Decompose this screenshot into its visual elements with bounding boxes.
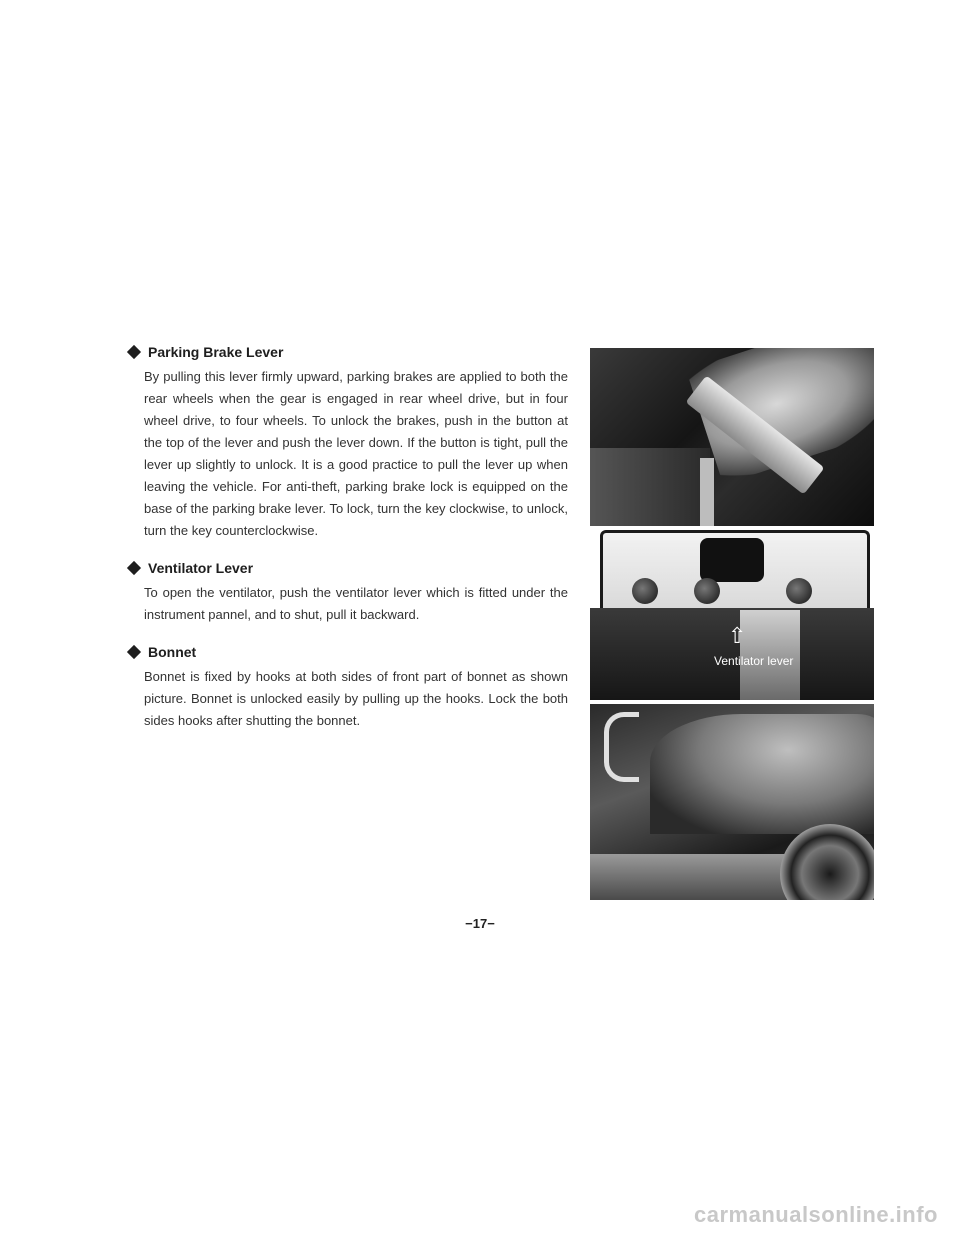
section-body: Bonnet is fixed by hooks at both sides of front part of bonnet as shown picture. Bonnet is unlocked easily by pulling up the hooks. Lock the both sides hooks after shutting the bonnet. xyxy=(144,669,568,728)
text-column xyxy=(128,344,568,750)
diamond-bullet-icon xyxy=(127,645,141,659)
section-heading xyxy=(128,560,568,576)
section-heading xyxy=(128,344,568,360)
section-parking-brake xyxy=(128,344,568,542)
section-body: To open the ventilator, push the ventilator lever which is fitted under the instrument pannel, and to shut, pull it backward. xyxy=(144,585,568,622)
ventilator-caption: Ventilator lever xyxy=(714,654,794,668)
parking-brake-photo xyxy=(590,348,874,526)
heading-text: Parking Brake Lever xyxy=(148,344,284,360)
bonnet-photo xyxy=(590,704,874,900)
ventilator-photo xyxy=(590,530,874,700)
heading-text: Bonnet xyxy=(148,644,197,660)
arrow-up-icon: ⇧ xyxy=(728,624,747,649)
page-number: −17− xyxy=(465,916,495,931)
diamond-bullet-icon xyxy=(127,561,141,575)
section-ventilator xyxy=(128,560,568,626)
heading-text: Ventilator Lever xyxy=(148,560,254,576)
section-bonnet xyxy=(128,644,568,732)
section-body: By pulling this lever firmly upward, parking brakes are applied to both the rear wheels when the gear is engaged in rear wheel drive, but in four wheel drive, to four wheels. To unlock the brakes, push in the button at the top of the lever and push the lever down. If the button is tight, pull the lever up slightly to unlock. It is a good practice to pull the lever up when leaving the vehicle. For anti-theft, parking brake lock is equipped on the base of the parking brake lever. To lock, turn the key clockwise, to unlock, turn the key counterclockwise. xyxy=(144,369,568,538)
photo-column xyxy=(590,348,874,900)
section-heading xyxy=(128,644,568,660)
diamond-bullet-icon xyxy=(127,345,141,359)
watermark: carmanualsonline.info xyxy=(694,1202,938,1227)
